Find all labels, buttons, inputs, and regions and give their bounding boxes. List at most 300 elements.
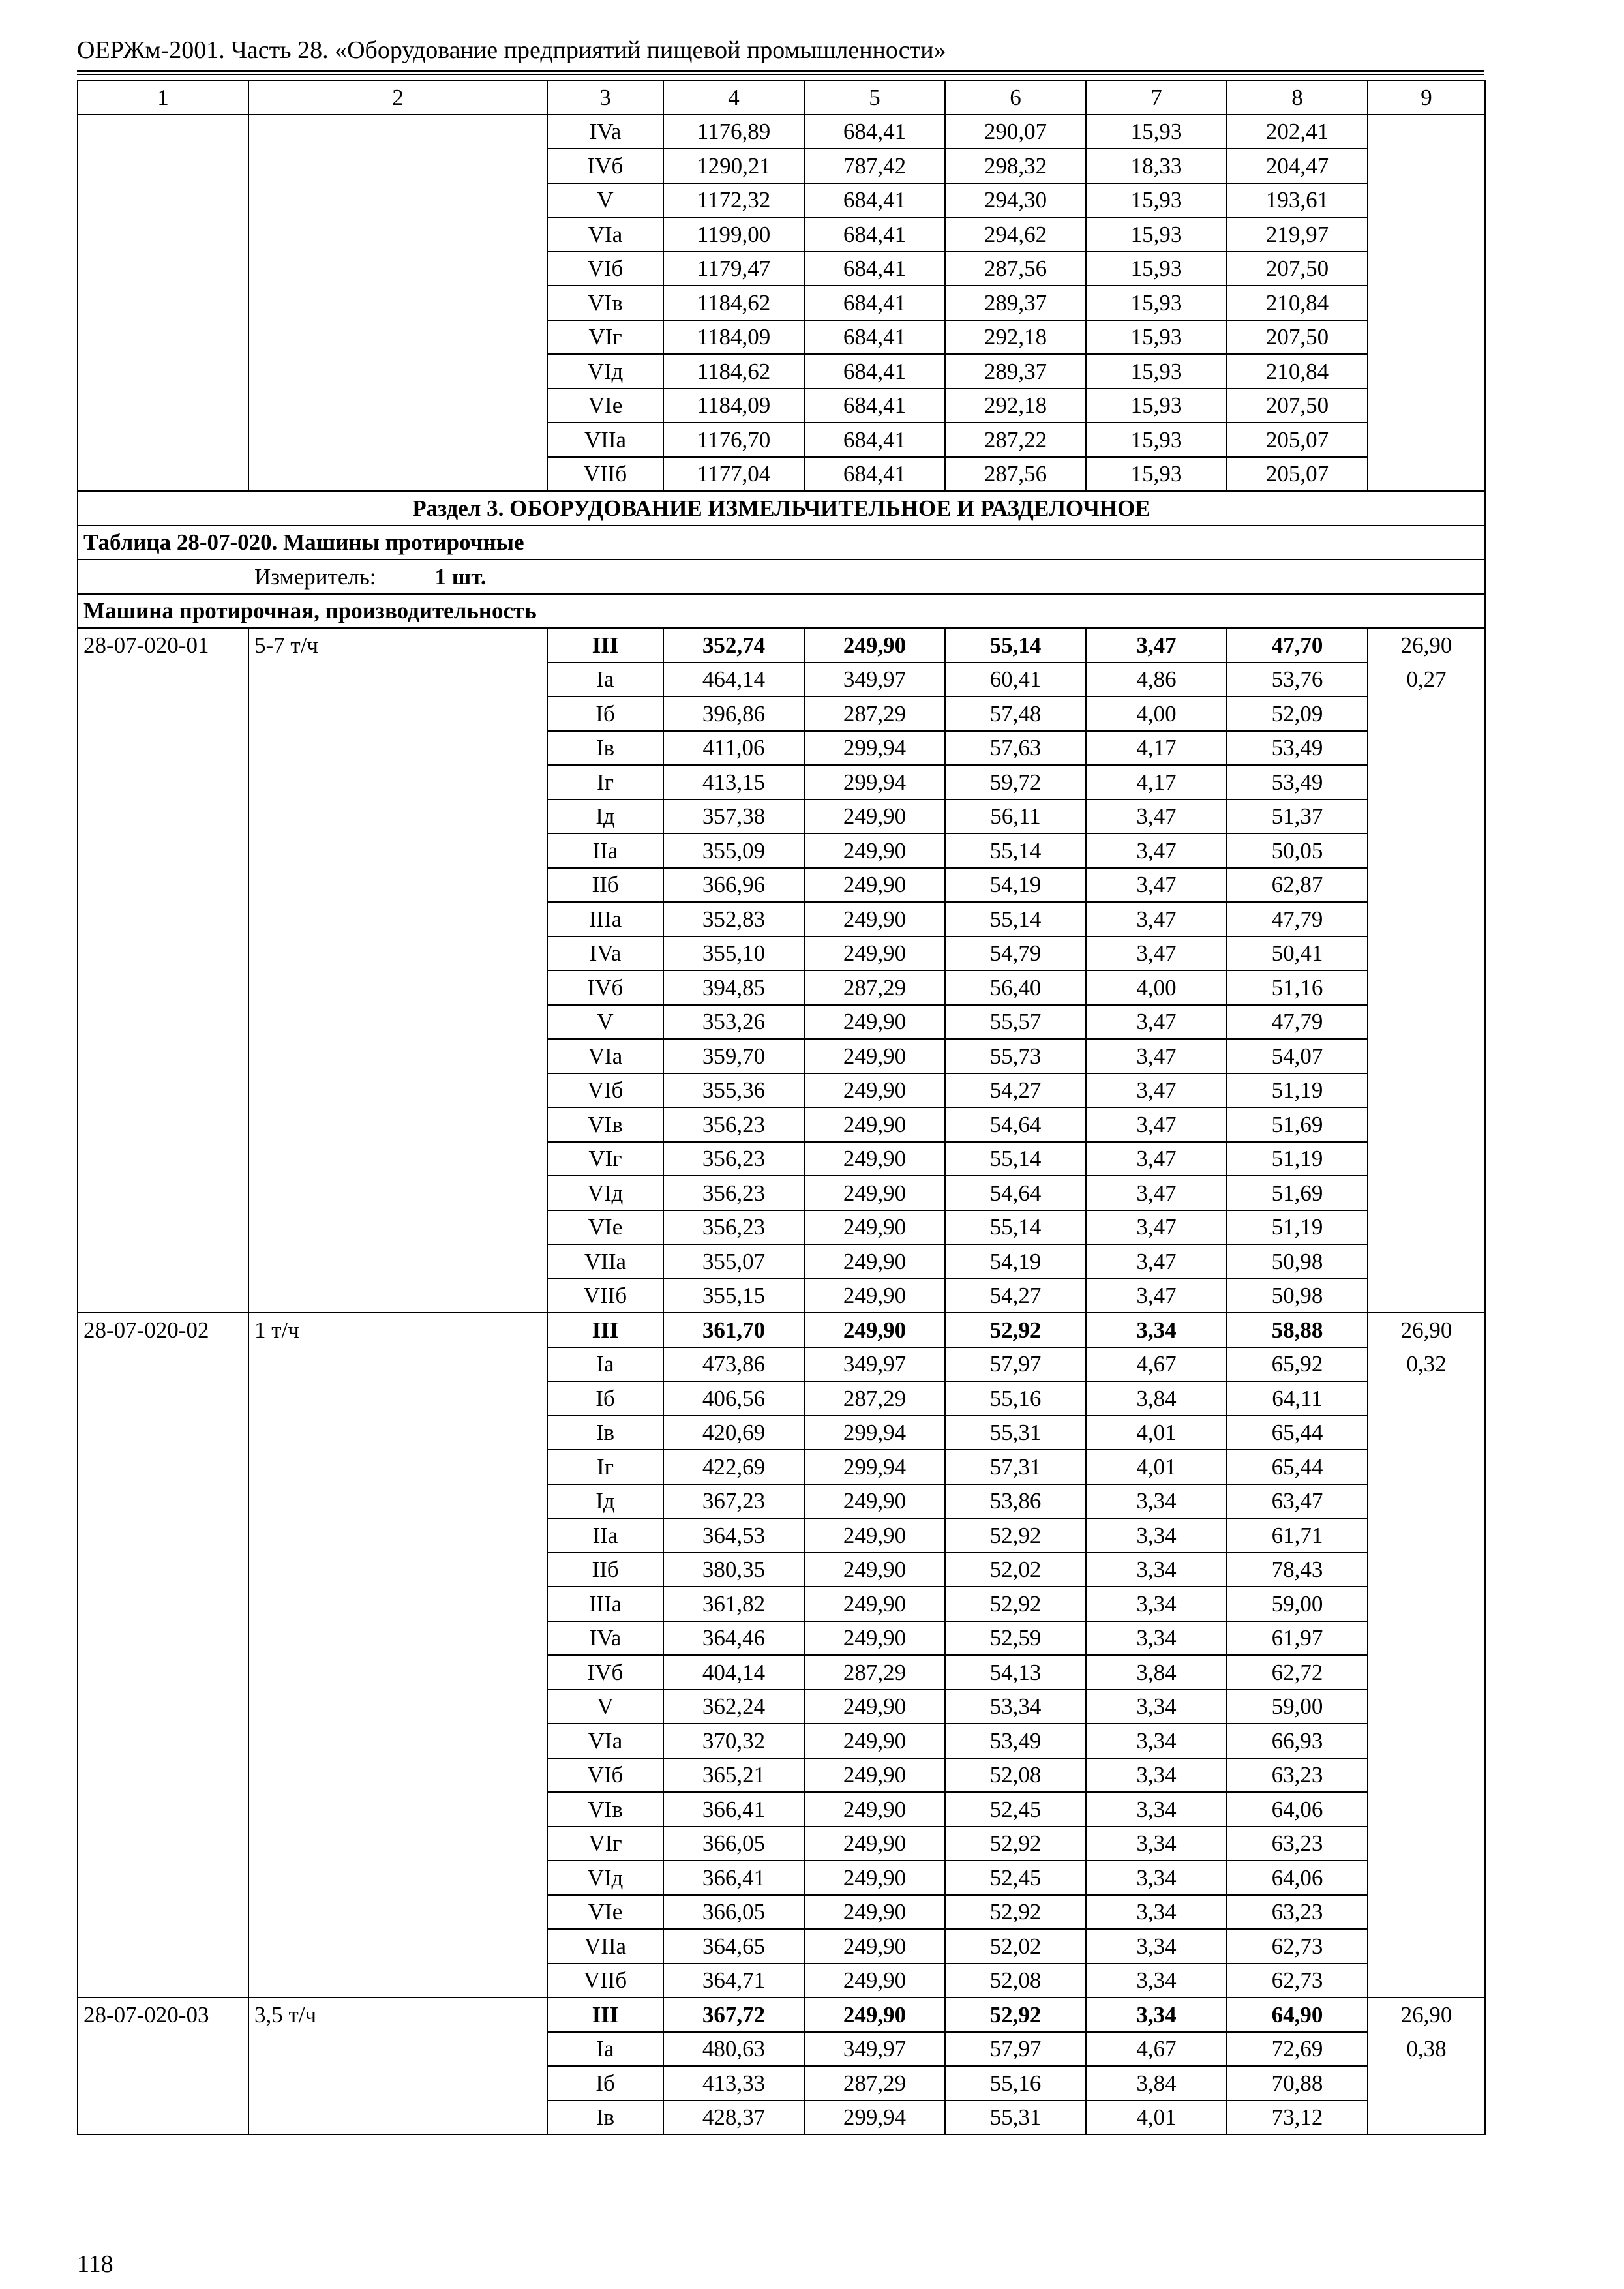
zone-cell: VIв xyxy=(547,1107,663,1142)
value-cell: 55,14 xyxy=(945,1210,1086,1245)
table-row xyxy=(78,1690,1485,1724)
value-cell: 349,97 xyxy=(804,2032,945,2067)
table-row xyxy=(78,696,1485,731)
value-cell: 3,47 xyxy=(1086,628,1227,663)
value-cell: 3,34 xyxy=(1086,1690,1227,1724)
column-number: 9 xyxy=(1368,80,1485,115)
value-cell: 299,94 xyxy=(804,765,945,800)
name-cell xyxy=(248,663,547,697)
zone-cell: VIe xyxy=(547,1895,663,1930)
value-cell: 53,49 xyxy=(1227,765,1368,800)
value-cell: 359,70 xyxy=(663,1039,804,1073)
code-cell xyxy=(78,936,248,971)
table-row xyxy=(78,765,1485,800)
value-cell: 55,73 xyxy=(945,1039,1086,1073)
code-cell xyxy=(78,2101,248,2135)
value-cell: 62,87 xyxy=(1227,868,1368,903)
value-cell: 249,90 xyxy=(804,1073,945,1108)
column-number-row xyxy=(78,80,1485,115)
value-cell: 1184,09 xyxy=(663,320,804,355)
value-cell: 249,90 xyxy=(804,1895,945,1930)
value-cell: 4,00 xyxy=(1086,970,1227,1005)
col9-cell xyxy=(1368,1827,1485,1861)
table-row xyxy=(78,628,1485,663)
value-cell: 1290,21 xyxy=(663,149,804,183)
value-cell: 58,88 xyxy=(1227,1313,1368,1347)
value-cell: 51,16 xyxy=(1227,970,1368,1005)
value-cell: 3,47 xyxy=(1086,868,1227,903)
value-cell: 287,29 xyxy=(804,696,945,731)
table-row xyxy=(78,1176,1485,1210)
value-cell: 292,18 xyxy=(945,389,1086,423)
code-cell xyxy=(78,1964,248,1998)
col9-cell xyxy=(1368,1176,1485,1210)
value-cell: 65,44 xyxy=(1227,1450,1368,1484)
table-row xyxy=(78,1279,1485,1313)
value-cell: 47,70 xyxy=(1227,628,1368,663)
code-cell xyxy=(78,115,248,149)
value-cell: 352,83 xyxy=(663,902,804,936)
value-cell: 50,98 xyxy=(1227,1244,1368,1279)
zone-cell: VIв xyxy=(547,1792,663,1827)
value-cell: 356,23 xyxy=(663,1107,804,1142)
zone-cell: VIг xyxy=(547,1827,663,1861)
value-cell: 4,17 xyxy=(1086,765,1227,800)
name-cell xyxy=(248,765,547,800)
measure-cell xyxy=(78,560,1485,594)
value-cell: 62,72 xyxy=(1227,1655,1368,1690)
name-cell: 1 т/ч xyxy=(248,1313,547,1347)
col9-cell: 0,38 xyxy=(1368,2032,1485,2067)
value-cell: 1179,47 xyxy=(663,252,804,286)
value-cell: 357,38 xyxy=(663,800,804,834)
code-cell xyxy=(78,1142,248,1176)
name-cell xyxy=(248,217,547,252)
value-cell: 422,69 xyxy=(663,1450,804,1484)
col9-cell xyxy=(1368,115,1485,149)
value-cell: 249,90 xyxy=(804,1758,945,1793)
value-cell: 370,32 xyxy=(663,1724,804,1758)
code-cell xyxy=(78,1450,248,1484)
name-cell xyxy=(248,800,547,834)
col9-cell xyxy=(1368,970,1485,1005)
value-cell: 249,90 xyxy=(804,1964,945,1998)
col9-cell xyxy=(1368,286,1485,320)
name-cell xyxy=(248,457,547,492)
value-cell: 64,90 xyxy=(1227,1997,1368,2032)
code-cell xyxy=(78,868,248,903)
value-cell: 249,90 xyxy=(804,936,945,971)
zone-cell: VIб xyxy=(547,1073,663,1108)
col9-cell xyxy=(1368,1210,1485,1245)
value-cell: 287,29 xyxy=(804,1381,945,1416)
value-cell: 53,34 xyxy=(945,1690,1086,1724)
value-cell: 3,47 xyxy=(1086,800,1227,834)
value-cell: 249,90 xyxy=(804,800,945,834)
value-cell: 54,07 xyxy=(1227,1039,1368,1073)
col9-cell xyxy=(1368,2101,1485,2135)
col9-cell xyxy=(1368,1587,1485,1621)
name-cell xyxy=(248,252,547,286)
value-cell: 3,84 xyxy=(1086,1381,1227,1416)
table-row xyxy=(78,389,1485,423)
value-cell: 61,71 xyxy=(1227,1518,1368,1553)
table-row xyxy=(78,663,1485,697)
value-cell: 15,93 xyxy=(1086,183,1227,218)
group-row xyxy=(78,594,1485,629)
code-cell xyxy=(78,2032,248,2067)
value-cell: 3,34 xyxy=(1086,1621,1227,1656)
code-cell xyxy=(78,1861,248,1895)
value-cell: 294,62 xyxy=(945,217,1086,252)
zone-cell: VIIб xyxy=(547,1964,663,1998)
value-cell: 55,14 xyxy=(945,1142,1086,1176)
value-cell: 15,93 xyxy=(1086,354,1227,389)
col9-cell xyxy=(1368,731,1485,766)
value-cell: 52,08 xyxy=(945,1964,1086,1998)
col9-cell xyxy=(1368,252,1485,286)
col9-cell xyxy=(1368,1279,1485,1313)
zone-cell: Iв xyxy=(547,1416,663,1450)
value-cell: 4,67 xyxy=(1086,2032,1227,2067)
value-cell: 249,90 xyxy=(804,1997,945,2032)
value-cell: 299,94 xyxy=(804,1450,945,1484)
name-cell xyxy=(248,1450,547,1484)
value-cell: 364,65 xyxy=(663,1929,804,1964)
col9-cell xyxy=(1368,423,1485,457)
value-cell: 1172,32 xyxy=(663,183,804,218)
zone-cell: VIд xyxy=(547,354,663,389)
page-number: 118 xyxy=(77,2251,113,2278)
name-cell xyxy=(248,286,547,320)
value-cell: 3,34 xyxy=(1086,1929,1227,1964)
value-cell: 55,31 xyxy=(945,2101,1086,2135)
value-cell: 50,98 xyxy=(1227,1279,1368,1313)
zone-cell: Iб xyxy=(547,696,663,731)
code-cell xyxy=(78,1587,248,1621)
value-cell: 57,63 xyxy=(945,731,1086,766)
value-cell: 3,47 xyxy=(1086,1039,1227,1073)
col9-cell xyxy=(1368,1792,1485,1827)
value-cell: 362,24 xyxy=(663,1690,804,1724)
col9-cell xyxy=(1368,1758,1485,1793)
col9-cell xyxy=(1368,902,1485,936)
code-cell xyxy=(78,320,248,355)
value-cell: 299,94 xyxy=(804,731,945,766)
table-row xyxy=(78,2066,1485,2101)
col9-cell xyxy=(1368,833,1485,868)
value-cell: 355,09 xyxy=(663,833,804,868)
value-cell: 204,47 xyxy=(1227,149,1368,183)
value-cell: 287,29 xyxy=(804,970,945,1005)
value-cell: 365,21 xyxy=(663,1758,804,1793)
value-cell: 289,37 xyxy=(945,286,1086,320)
value-cell: 70,88 xyxy=(1227,2066,1368,2101)
value-cell: 55,14 xyxy=(945,902,1086,936)
code-cell xyxy=(78,1107,248,1142)
zone-cell: IVб xyxy=(547,149,663,183)
value-cell: 1177,04 xyxy=(663,457,804,492)
value-cell: 349,97 xyxy=(804,1347,945,1382)
value-cell: 3,34 xyxy=(1086,1997,1227,2032)
value-cell: 202,41 xyxy=(1227,115,1368,149)
value-cell: 52,92 xyxy=(945,1587,1086,1621)
table-row xyxy=(78,1416,1485,1450)
value-cell: 3,34 xyxy=(1086,1518,1227,1553)
code-cell xyxy=(78,731,248,766)
value-cell: 413,15 xyxy=(663,765,804,800)
name-cell xyxy=(248,1827,547,1861)
value-cell: 299,94 xyxy=(804,2101,945,2135)
name-cell xyxy=(248,2066,547,2101)
zone-cell: IVa xyxy=(547,1621,663,1656)
value-cell: 61,97 xyxy=(1227,1621,1368,1656)
value-cell: 53,49 xyxy=(945,1724,1086,1758)
table-row xyxy=(78,1724,1485,1758)
value-cell: 207,50 xyxy=(1227,252,1368,286)
value-cell: 52,92 xyxy=(945,1827,1086,1861)
table-row xyxy=(78,115,1485,149)
name-cell xyxy=(248,1005,547,1040)
col9-cell xyxy=(1368,1929,1485,1964)
value-cell: 3,34 xyxy=(1086,1861,1227,1895)
value-cell: 249,90 xyxy=(804,1484,945,1519)
table-row xyxy=(78,354,1485,389)
value-cell: 3,47 xyxy=(1086,1142,1227,1176)
value-cell: 367,72 xyxy=(663,1997,804,2032)
table-row xyxy=(78,183,1485,218)
value-cell: 52,02 xyxy=(945,1553,1086,1587)
name-cell xyxy=(248,1587,547,1621)
table-row xyxy=(78,252,1485,286)
value-cell: 4,01 xyxy=(1086,1450,1227,1484)
value-cell: 3,84 xyxy=(1086,2066,1227,2101)
table-row xyxy=(78,1381,1485,1416)
value-cell: 287,56 xyxy=(945,252,1086,286)
value-cell: 396,86 xyxy=(663,696,804,731)
value-cell: 3,47 xyxy=(1086,1073,1227,1108)
column-number: 2 xyxy=(248,80,547,115)
code-cell xyxy=(78,1279,248,1313)
value-cell: 55,16 xyxy=(945,1381,1086,1416)
name-cell xyxy=(248,936,547,971)
zone-cell: IIб xyxy=(547,868,663,903)
value-cell: 54,19 xyxy=(945,868,1086,903)
value-cell: 54,27 xyxy=(945,1073,1086,1108)
name-cell: 3,5 т/ч xyxy=(248,1997,547,2032)
code-cell xyxy=(78,1621,248,1656)
code-cell xyxy=(78,1347,248,1382)
zone-cell: Iг xyxy=(547,1450,663,1484)
code-cell xyxy=(78,389,248,423)
code-cell xyxy=(78,765,248,800)
zone-cell: III xyxy=(547,628,663,663)
value-cell: 50,41 xyxy=(1227,936,1368,971)
table-row xyxy=(78,902,1485,936)
value-cell: 249,90 xyxy=(804,1518,945,1553)
zone-cell: III xyxy=(547,1313,663,1347)
value-cell: 404,14 xyxy=(663,1655,804,1690)
code-cell xyxy=(78,354,248,389)
name-cell xyxy=(248,2032,547,2067)
value-cell: 53,49 xyxy=(1227,731,1368,766)
code-cell xyxy=(78,1655,248,1690)
table-row xyxy=(78,1895,1485,1930)
value-cell: 219,97 xyxy=(1227,217,1368,252)
table-row xyxy=(78,1655,1485,1690)
zone-cell: VIв xyxy=(547,286,663,320)
value-cell: 355,10 xyxy=(663,936,804,971)
zone-cell: V xyxy=(547,1005,663,1040)
value-cell: 355,07 xyxy=(663,1244,804,1279)
table-row xyxy=(78,1827,1485,1861)
value-cell: 3,47 xyxy=(1086,1107,1227,1142)
value-cell: 57,97 xyxy=(945,2032,1086,2067)
value-cell: 53,76 xyxy=(1227,663,1368,697)
column-number: 8 xyxy=(1227,80,1368,115)
value-cell: 428,37 xyxy=(663,2101,804,2135)
value-cell: 193,61 xyxy=(1227,183,1368,218)
value-cell: 684,41 xyxy=(804,354,945,389)
value-cell: 3,47 xyxy=(1086,1279,1227,1313)
value-cell: 249,90 xyxy=(804,1587,945,1621)
name-cell xyxy=(248,1861,547,1895)
table-row xyxy=(78,1005,1485,1040)
table-row xyxy=(78,2101,1485,2135)
value-cell: 367,23 xyxy=(663,1484,804,1519)
value-cell: 64,06 xyxy=(1227,1861,1368,1895)
value-cell: 4,00 xyxy=(1086,696,1227,731)
name-cell xyxy=(248,1142,547,1176)
value-cell: 55,14 xyxy=(945,833,1086,868)
value-cell: 1199,00 xyxy=(663,217,804,252)
value-cell: 366,41 xyxy=(663,1792,804,1827)
value-cell: 464,14 xyxy=(663,663,804,697)
col9-cell xyxy=(1368,1518,1485,1553)
value-cell: 63,23 xyxy=(1227,1895,1368,1930)
value-cell: 3,47 xyxy=(1086,833,1227,868)
value-cell: 361,82 xyxy=(663,1587,804,1621)
table-row xyxy=(78,1621,1485,1656)
col9-cell xyxy=(1368,1724,1485,1758)
column-number: 5 xyxy=(804,80,945,115)
value-cell: 413,33 xyxy=(663,2066,804,2101)
name-cell xyxy=(248,970,547,1005)
table-row xyxy=(78,1450,1485,1484)
name-cell xyxy=(248,423,547,457)
name-cell xyxy=(248,2101,547,2135)
value-cell: 210,84 xyxy=(1227,354,1368,389)
value-cell: 50,05 xyxy=(1227,833,1368,868)
name-cell xyxy=(248,1758,547,1793)
code-cell xyxy=(78,970,248,1005)
code-cell xyxy=(78,1416,248,1450)
zone-cell: Iб xyxy=(547,2066,663,2101)
value-cell: 3,47 xyxy=(1086,936,1227,971)
col9-cell: 0,27 xyxy=(1368,663,1485,697)
value-cell: 249,90 xyxy=(804,1244,945,1279)
value-cell: 684,41 xyxy=(804,183,945,218)
value-cell: 51,69 xyxy=(1227,1176,1368,1210)
col9-cell xyxy=(1368,1107,1485,1142)
code-cell xyxy=(78,1244,248,1279)
zone-cell: VIд xyxy=(547,1176,663,1210)
col9-cell xyxy=(1368,1142,1485,1176)
value-cell: 52,92 xyxy=(945,1895,1086,1930)
zone-cell: VIIa xyxy=(547,1244,663,1279)
table-row xyxy=(78,1553,1485,1587)
value-cell: 298,32 xyxy=(945,149,1086,183)
value-cell: 3,47 xyxy=(1086,1176,1227,1210)
value-cell: 52,02 xyxy=(945,1929,1086,1964)
code-cell xyxy=(78,1827,248,1861)
value-cell: 59,00 xyxy=(1227,1690,1368,1724)
name-cell xyxy=(248,1792,547,1827)
value-cell: 63,47 xyxy=(1227,1484,1368,1519)
value-cell: 3,84 xyxy=(1086,1655,1227,1690)
value-cell: 52,45 xyxy=(945,1792,1086,1827)
value-cell: 3,34 xyxy=(1086,1792,1227,1827)
table-row xyxy=(78,970,1485,1005)
zone-cell: VIг xyxy=(547,320,663,355)
zone-cell: IIIa xyxy=(547,1587,663,1621)
code-cell xyxy=(78,902,248,936)
zone-cell: V xyxy=(547,183,663,218)
value-cell: 349,97 xyxy=(804,663,945,697)
value-cell: 289,37 xyxy=(945,354,1086,389)
value-cell: 78,43 xyxy=(1227,1553,1368,1587)
zone-cell: IIIa xyxy=(547,902,663,936)
value-cell: 364,53 xyxy=(663,1518,804,1553)
col9-cell: 0,32 xyxy=(1368,1347,1485,1382)
col9-cell xyxy=(1368,1895,1485,1930)
value-cell: 15,93 xyxy=(1086,423,1227,457)
column-number: 3 xyxy=(547,80,663,115)
value-cell: 15,93 xyxy=(1086,252,1227,286)
zone-cell: VIa xyxy=(547,217,663,252)
value-cell: 249,90 xyxy=(804,1861,945,1895)
value-cell: 51,37 xyxy=(1227,800,1368,834)
value-cell: 51,19 xyxy=(1227,1073,1368,1108)
value-cell: 54,64 xyxy=(945,1176,1086,1210)
table-row xyxy=(78,833,1485,868)
value-cell: 59,00 xyxy=(1227,1587,1368,1621)
col9-cell xyxy=(1368,149,1485,183)
value-cell: 63,23 xyxy=(1227,1758,1368,1793)
table-row xyxy=(78,149,1485,183)
code-cell xyxy=(78,423,248,457)
value-cell: 60,41 xyxy=(945,663,1086,697)
col9-cell xyxy=(1368,1621,1485,1656)
value-cell: 294,30 xyxy=(945,183,1086,218)
code-cell xyxy=(78,1895,248,1930)
value-cell: 394,85 xyxy=(663,970,804,1005)
zone-cell: VIб xyxy=(547,252,663,286)
code-cell xyxy=(78,1518,248,1553)
value-cell: 480,63 xyxy=(663,2032,804,2067)
value-cell: 1184,62 xyxy=(663,286,804,320)
zone-cell: VIIa xyxy=(547,423,663,457)
name-cell xyxy=(248,1518,547,1553)
value-cell: 52,92 xyxy=(945,1997,1086,2032)
code-cell: 28-07-020-01 xyxy=(78,628,248,663)
value-cell: 366,05 xyxy=(663,1895,804,1930)
col9-cell: 26,90 xyxy=(1368,628,1485,663)
zone-cell: VIIб xyxy=(547,457,663,492)
value-cell: 366,05 xyxy=(663,1827,804,1861)
table-row xyxy=(78,217,1485,252)
value-cell: 3,34 xyxy=(1086,1587,1227,1621)
